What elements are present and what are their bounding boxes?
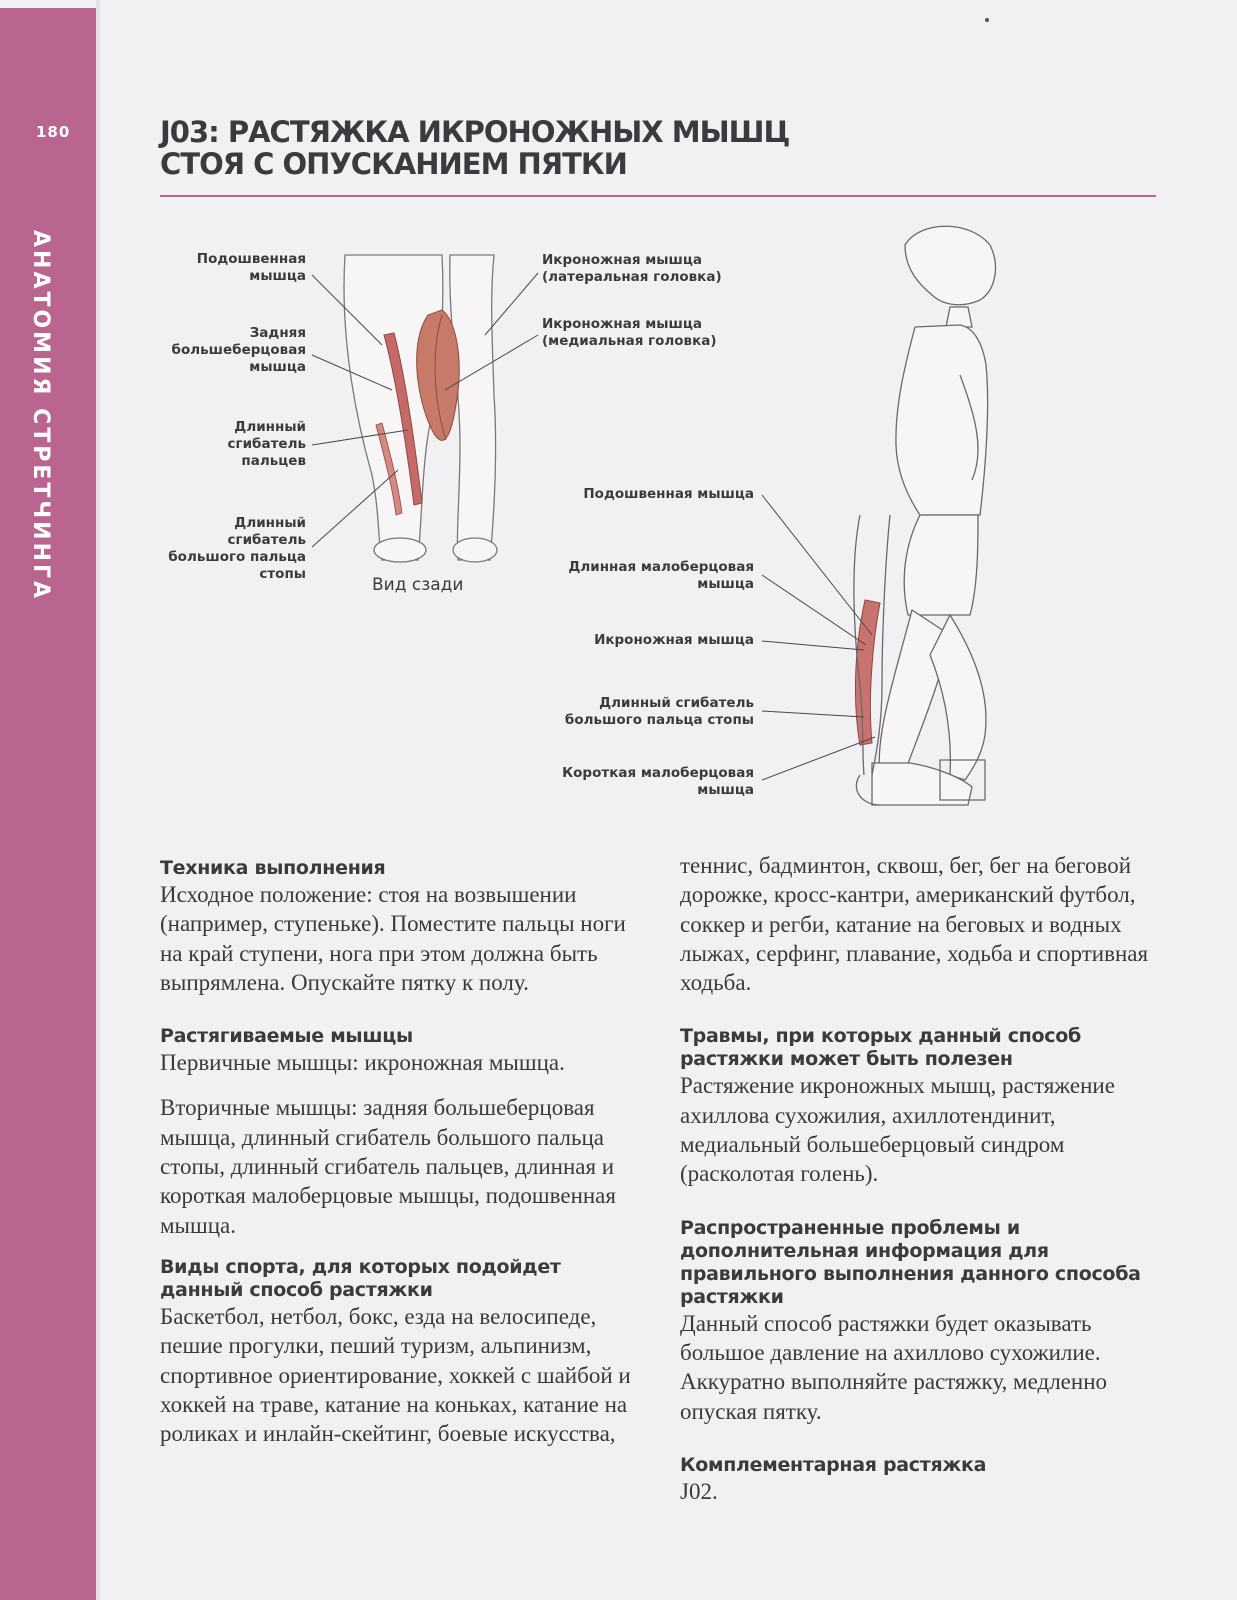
muscles-secondary: Вторичные мышцы: задняя большеберцовая мышца, длинный сгибатель большого пальца стопы, длинный сгибатель пальцев, длинная и короткая малоберцовые мышцы, подошвенная мышца. (160, 1095, 616, 1238)
label-flexor-digitorum-longus: Длинный сгибатель пальцев (227, 419, 306, 469)
label-side-peroneus-brevis: Короткая малоберцовая мышца (562, 765, 754, 798)
injuries-text: Растяжение икроножных мышц, растяжение ахиллова сухожилия, ахиллотендинит, медиальный большеберцовый синдром (расколотая голень). (680, 1073, 1115, 1187)
complementary-text: J02. (680, 1478, 718, 1504)
label-tibialis-posterior: Задняя большеберцовая мышца (171, 325, 306, 375)
label-plantaris: Подошвенная мышца (196, 251, 306, 284)
label-side-gastrocnemius: Икроножная мышца (594, 632, 754, 648)
sports-text-left: Баскетбол, нетбол, бокс, езда на велосипеде, пешие прогулки, пеший туризм, альпинизм, спортивное ориентирование, хоккей с шайбой и хоккей на траве, катание на коньках, катание на роликах и инлайн-скейтинг, боевые искусства, (160, 1303, 631, 1447)
technique-text: Исходное положение: стоя на возвышении (например, ступеньке). Поместите пальцы ноги на край ступени, нога при этом должна быть выпрямлена. Опускайте пятку к полу. (160, 882, 626, 995)
muscles-heading: Растягиваемые мышцы (160, 1025, 413, 1048)
label-side-peroneus-longus: Длинная малоберцовая мышца (568, 559, 754, 592)
label-gastrocnemius-lateral: Икроножная мышца (латеральная головка) (542, 252, 722, 285)
right-column (680, 853, 1168, 1506)
title-rule (160, 195, 1156, 197)
anatomy-figure (160, 215, 1160, 830)
complementary-heading: Комплементарная растяжка (680, 1453, 987, 1476)
problems-text: Данный способ растяжки будет оказывать большое давление на ахиллово сухожилие. Аккуратно выполняйте растяжку, медленно опуская пятку. (680, 1310, 1108, 1424)
label-side-flexor-hallucis: Длинный сгибатель большого пальца стопы (564, 695, 754, 728)
label-flexor-hallucis-longus: Длинный сгибатель большого пальца стопы (168, 515, 306, 582)
anatomy-illustration (160, 215, 1160, 830)
page-title-line1: J03: РАСТЯЖКА ИКРОНОЖНЫХ МЫШЦ (160, 115, 790, 149)
back-view-legs (344, 255, 497, 562)
page-edge (96, 0, 100, 1600)
label-gastrocnemius-medial: Икроножная мышца (медиальная головка) (542, 316, 717, 349)
sports-heading: Виды спорта, для которых подойдет данный способ растяжки (160, 1255, 561, 1301)
label-side-plantaris: Подошвенная мышца (583, 486, 754, 502)
page-title (160, 116, 789, 180)
injuries-heading: Травмы, при которых данный способ растяжки может быть полезен (680, 1025, 1081, 1071)
muscles-primary: Первичные мышцы: икроножная мышца. (160, 1050, 565, 1076)
print-speck (985, 18, 989, 22)
technique-heading: Техника выполнения (160, 857, 386, 879)
section-sidebar (0, 8, 96, 1600)
sports-text-right: теннис, бадминтон, сквош, бег, бег на беговой дорожке, кросс-кантри, американский футбол, соккер и регби, катание на беговых и водных лыжах, серфинг, плавание, ходьба и спортивная ходьба. (680, 853, 1149, 996)
side-view-leaders (762, 495, 875, 780)
page-title-line2: СТОЯ С ОПУСКАНИЕМ ПЯТКИ (160, 147, 627, 181)
page-number: 180 (36, 123, 71, 141)
section-title: АНАТОМИЯ СТРЕТЧИНГА (28, 230, 53, 602)
problems-heading: Распространенные проблемы и дополнительная информация для правильного выполнения данного способа растяжки (680, 1216, 1141, 1308)
back-view-caption: Вид сзади (372, 575, 464, 595)
left-column (160, 857, 638, 1448)
